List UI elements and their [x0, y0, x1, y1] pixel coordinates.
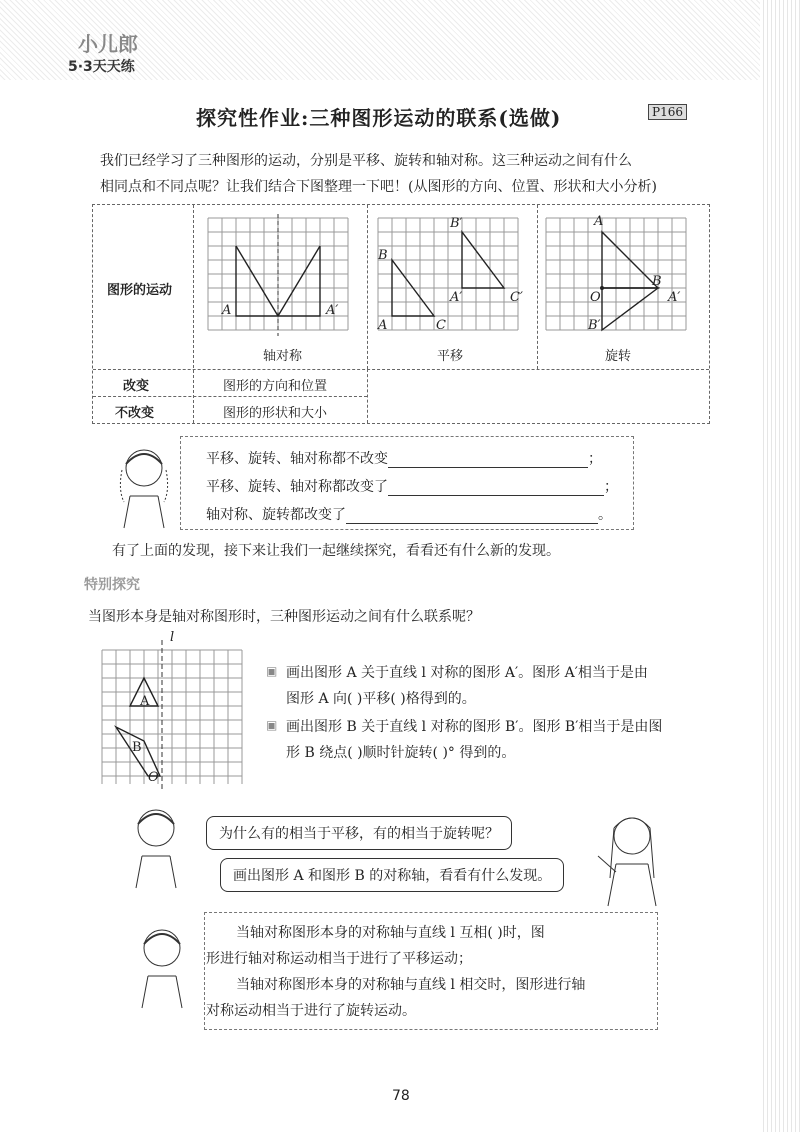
conclusion-text: 当轴对称图形本身的对称轴与直线 l 互相( )时，图 形进行轴对称运动相当于进行了平移运动； 当轴对称图形本身的对称轴与直线 l 相交时，图形进行轴 对称运动相当于进行了旋转运动。: [206, 925, 586, 1019]
change-sym-text: 图形的方向和位置: [223, 379, 328, 394]
label-A-trans: A: [378, 318, 388, 333]
row-label-change: 改变: [123, 379, 150, 394]
label-O-rot: O: [590, 290, 601, 305]
label-B-rot: B: [652, 274, 662, 289]
caption-translation: 平移: [437, 349, 464, 364]
label-Cp-trans: C′: [510, 290, 523, 305]
speech-bubble-2: 画出图形 A 和图形 B 的对称轴，看看有什么发现。: [220, 858, 564, 892]
label-line-l: l: [170, 630, 175, 645]
girl-illustration: [112, 440, 176, 530]
nochange-sym-text: 图形的形状和大小: [223, 406, 328, 421]
blank-1[interactable]: [388, 451, 588, 468]
caption-rotation: 旋转: [605, 349, 632, 364]
row-label-motion: 图形的运动: [107, 283, 173, 298]
teacher-illustration: [594, 808, 664, 908]
label-Ap-sym: A′: [326, 303, 339, 318]
page-number: 78: [392, 1088, 410, 1104]
blank-3[interactable]: [346, 507, 598, 524]
grid-translation: [374, 214, 528, 336]
label-fig-B: B: [132, 740, 142, 755]
speech-bubble-1: 为什么有的相当于平移，有的相当于旋转呢？: [206, 816, 512, 850]
logo-main-text: 小儿郎: [78, 32, 138, 56]
fill-line-2: 平移、旋转、轴对称都改变了 ；: [206, 479, 618, 495]
task1-marker-icon: ▣: [266, 664, 278, 678]
task-2: 画出图形 B 关于直线 l 对称的图形 B′。图形 B′相当于是由图 形 B 绕点( )顺时针旋转( )° 得到的。: [286, 719, 663, 761]
label-A-rot: A: [594, 214, 604, 229]
caption-symmetry: 轴对称: [263, 349, 303, 364]
page-edge-texture: [760, 0, 800, 1132]
label-Bp-rot: B′: [588, 318, 601, 333]
grid-exploration: [98, 640, 248, 790]
fill-line-1: 平移、旋转、轴对称都不改变 ；: [206, 451, 602, 467]
label-fig-A: A: [140, 694, 150, 709]
continue-text: 有了上面的发现，接下来让我们一起继续探究，看看还有什么新的发现。: [112, 543, 560, 559]
fill-line-3: 轴对称、旋转都改变了 。: [206, 507, 612, 523]
label-Ap-rot: A′: [668, 290, 681, 305]
label-B-trans: B: [378, 248, 388, 263]
blank-2[interactable]: [388, 479, 604, 496]
girl-dialogue-illustration: [124, 800, 188, 890]
section-question: 当图形本身是轴对称图形时，三种图形运动之间有什么联系呢？: [88, 609, 480, 625]
girl-conclusion-illustration: [130, 920, 194, 1010]
row-label-nochange: 不改变: [115, 406, 155, 421]
page-reference: P166: [648, 104, 687, 120]
brand-logo: [68, 20, 188, 80]
intro-line-2: 相同点和不同点呢？让我们结合下图整理一下吧！(从图形的方向、位置、形状和大小分析): [100, 179, 657, 195]
grid-rotation: [542, 214, 696, 336]
logo-sub-text: 5·3天天练: [68, 59, 135, 75]
task2-marker-icon: ▣: [266, 718, 278, 732]
task-1: 画出图形 A 关于直线 l 对称的图形 A′。图形 A′相当于是由 图形 A 向( )平移( )格得到的。: [286, 665, 648, 707]
label-Ap-trans: A′: [450, 290, 463, 305]
page-title: 探究性作业:三种图形运动的联系(选做): [196, 106, 562, 130]
intro-line-1: 我们已经学习了三种图形的运动，分别是平移、旋转和轴对称。这三种运动之间有什么: [100, 153, 632, 169]
section-heading: 特别探究: [84, 577, 140, 593]
label-A-sym: A: [222, 303, 232, 318]
label-fig-O: O: [148, 770, 159, 785]
label-C-trans: C: [436, 318, 446, 333]
label-Bp-trans: B′: [450, 216, 463, 231]
